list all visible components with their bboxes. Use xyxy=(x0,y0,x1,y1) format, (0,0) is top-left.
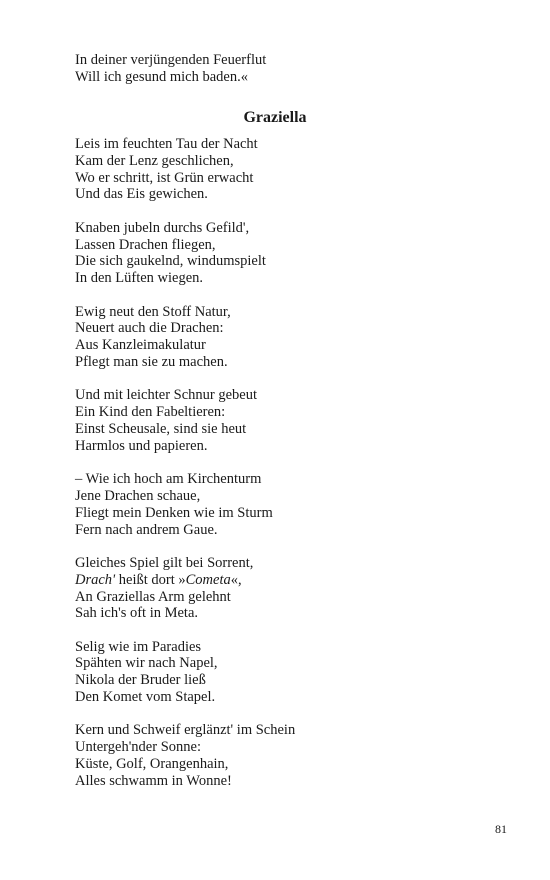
verse-line: Fern nach andrem Gaue. xyxy=(75,521,218,538)
verse-line: Will ich gesund mich baden.« xyxy=(75,68,248,85)
verse-line xyxy=(75,572,295,589)
verse-line: Nikola der Bruder ließ xyxy=(75,672,206,689)
verse-line: Und mit leichter Schnur gebeut xyxy=(75,387,258,404)
verse-line: Ewig neut den Stoff Natur, xyxy=(75,303,231,320)
italic-text: Drach' xyxy=(75,571,116,588)
italic-text: Cometa xyxy=(185,571,231,588)
poem-body xyxy=(75,136,295,790)
verse-line: Einst Scheusale, sind sie heut xyxy=(75,420,247,437)
stanza xyxy=(75,639,295,706)
verse-line: In deiner verjüngenden Feuerflut xyxy=(75,52,267,68)
verse-line: Wo er schritt, ist Grün erwacht xyxy=(75,169,254,186)
verse-line: Spähten wir nach Napel, xyxy=(75,655,218,672)
verse-line: Küste, Golf, Orangenhain, xyxy=(75,756,229,773)
verse-line: In den Lüften wiegen. xyxy=(75,270,204,287)
verse-line: An Graziellas Arm gelehnt xyxy=(75,588,231,605)
verse-line: Leis im feuchten Tau der Nacht xyxy=(75,136,258,152)
verse-line: Kern und Schweif erglänzt' im Schein xyxy=(75,722,296,739)
verse-line: Jene Drachen schaue, xyxy=(75,487,201,504)
verse-line: Aus Kanzleimakulatur xyxy=(75,337,206,354)
verse-line: Fliegt mein Denken wie im Sturm xyxy=(75,504,273,521)
verse-line: Harmlos und papieren. xyxy=(75,437,208,454)
verse-line: Lassen Drachen fliegen, xyxy=(75,236,216,253)
verse-line: Knaben jubeln durchs Gefild', xyxy=(75,219,250,236)
verse-line: Alles schwamm in Wonne! xyxy=(75,772,232,789)
verse-line: Sah ich's oft in Meta. xyxy=(75,605,199,622)
verse-line: Ein Kind den Fabeltieren: xyxy=(75,404,226,421)
stanza xyxy=(75,722,295,789)
text-segment: «, xyxy=(230,571,242,588)
verse-line: – Wie ich hoch am Kirchenturm xyxy=(75,471,262,488)
stanza xyxy=(75,387,295,454)
verse-line: Und das Eis gewichen. xyxy=(75,186,208,203)
text-segment: heißt dort » xyxy=(115,571,186,588)
stanza xyxy=(75,136,295,203)
stanza xyxy=(75,555,295,622)
page-number: 81 xyxy=(495,822,507,836)
verse-line: Pflegt man sie zu machen. xyxy=(75,353,228,370)
stanza xyxy=(75,220,295,287)
verse-line: Kam der Lenz geschlichen, xyxy=(75,152,234,169)
verse-line: Untergeh'nder Sonne: xyxy=(75,739,201,756)
verse-line: Den Komet vom Stapel. xyxy=(75,689,216,706)
stanza xyxy=(75,304,295,371)
verse-line: Gleiches Spiel gilt bei Sorrent, xyxy=(75,554,254,571)
poem-title: Graziella xyxy=(243,109,307,126)
preceding-poem-ending xyxy=(75,52,266,86)
verse-line: Neuert auch die Drachen: xyxy=(75,320,224,337)
verse-line: Selig wie im Paradies xyxy=(75,638,202,655)
stanza xyxy=(75,471,295,538)
verse-line: Die sich gaukelnd, windumspielt xyxy=(75,253,266,270)
